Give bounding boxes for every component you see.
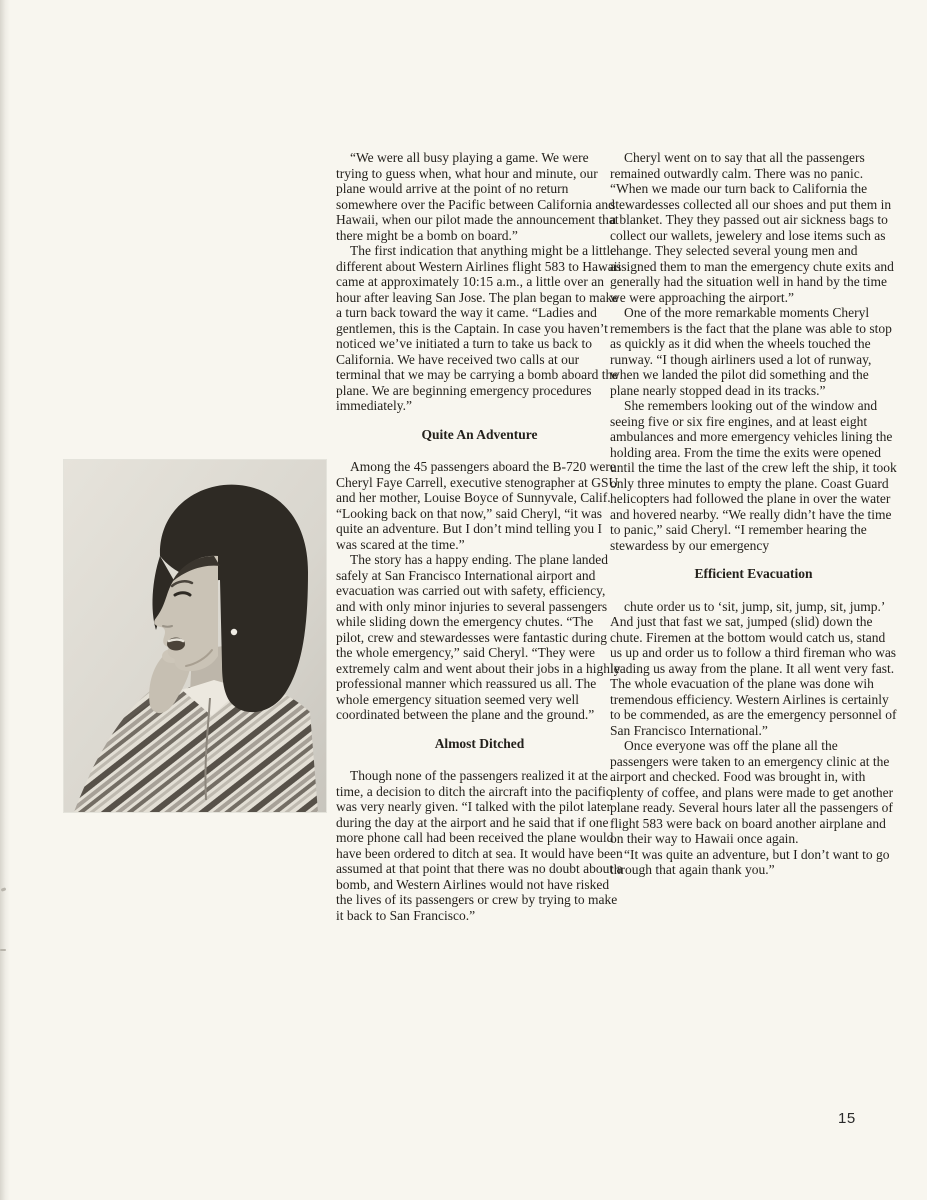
section-heading: Efficient Evacuation	[694, 566, 813, 581]
article-paragraph: One of the more remarkable moments Cheryl remembers is the fact that the plane was able to stop as quickly as it did when the wheels touched the runway. “I though airliners used a lot of runway, when we landed the pilot did something and the plane nearly stopped dead in its tracks.”	[610, 305, 892, 398]
scan-artifact	[1, 887, 7, 892]
article-paragraph: chute order us to ‘sit, jump, sit, jump, sit, jump.’ And just that fast we sat, jumped (slid) down the chute. Firemen at the bottom would catch us, stand us up and order us to follow a third fireman who was leading us away from the plane. It all went very fast. The whole evacuation of the plane was done wih tremendous efficiency. Western Airlines is certainly to be commended, as are the emergency personnel of San Francisco International.”	[610, 598, 897, 738]
portrait-photo	[64, 460, 326, 812]
article-paragraph: Though none of the passengers realized it at the time, a decision to ditch the aircraft into the pacific was very nearly given. “I talked with the pilot later during the day at the airport and he said that if one more phone call had been received the plane would have been ordered to ditch at sea. It would have been assumed at that point that there was no doubt about a bomb, and Western Airlines would not have risked the lives of its passengers or crew by trying to make it back to San Francisco.”	[336, 768, 623, 923]
article-paragraph: She remembers looking out of the window and seeing five or six fire engines, and at least eight ambulances and more emergency vehicles lining the holding area. From the time the exits were opened until the time the last of the crew left the ship, it took only three minutes to empty the plane. Coast Guard helicopters had followed the plane in over the water and hovered nearby. “We really didn’t have the time to panic,” said Cheryl. “I remember hearing the stewardess by our emergency	[610, 398, 897, 553]
article-paragraph: Among the 45 passengers aboard the B-720 were Cheryl Faye Carrell, executive stenographer at GSU and her mother, Louise Boyce of Sunnyvale, Calif. “Looking back on that now,” said Cheryl, “it was quite an adventure. But I don’t mind telling you I was scared at the time.”	[336, 459, 619, 552]
article-paragraph: The first indication that anything might be a little different about Western Airlines flight 583 to Hawaii came at approximately 10:15 a.m., a little over an hour after leaving San Jose. The plan began to make a turn back toward the way it came. “Ladies and gentlemen, this is the Captain. In case you haven’t noticed we’ve initiated a turn to take us back to California. We have received two calls at our terminal that we may be carrying a bomb aboard the plane. We are beginning emergency procedures immediately.”	[336, 243, 622, 413]
article-column-left	[336, 150, 623, 923]
article-paragraph: “It was quite an adventure, but I don’t want to go through that again thank you.”	[610, 846, 890, 877]
article-paragraph: The story has a happy ending. The plane landed safely at San Francisco International airport and evacuation was carried out with safety, efficiency, and with only minor injuries to several passengers while sliding down the emergency chutes. “The pilot, crew and stewardesses were fantastic during the whole emergency,” said Cheryl. “They were extremely calm and went about their jobs in a highly professional manner which reassured us all. The whole emergency situation seemed very well coordinated between the plane and the ground.”	[336, 552, 621, 722]
article-paragraph: Cheryl went on to say that all the passengers remained outwardly calm. There was no panic. “When we made our turn back to California the stewardesses collected all our shoes and put them in a blanket. They they passed out air sickness bags to collect our wallets, jewelery and lose items such as change. They selected several young men and assigned them to man the emergency chute exits and generally had the situation well in hand by the time we were approaching the airport.”	[610, 150, 894, 305]
article-column-right	[610, 150, 897, 878]
article-paragraph: Once everyone was off the plane all the passengers were taken to an emergency clinic at the airport and checked. Food was brought in, with plenty of coffee, and plans were made to get another plane ready. Several hours later all the passengers of flight 583 were back on board another airplane and on their way to Hawaii once again.	[610, 738, 894, 846]
section-heading: Almost Ditched	[434, 735, 525, 751]
scan-artifact	[0, 949, 6, 951]
article-paragraph: “We were all busy playing a game. We were trying to guess when, what hour and minute, our plane would arrive at the point of no return somewhere over the Pacific between California and Hawaii, when our pilot made the announcement that there might be a bomb on board.”	[336, 150, 619, 243]
page-number: 15	[838, 1110, 856, 1127]
portrait-photo-image	[64, 460, 326, 812]
section-heading: Quite An Adventure	[421, 426, 538, 442]
